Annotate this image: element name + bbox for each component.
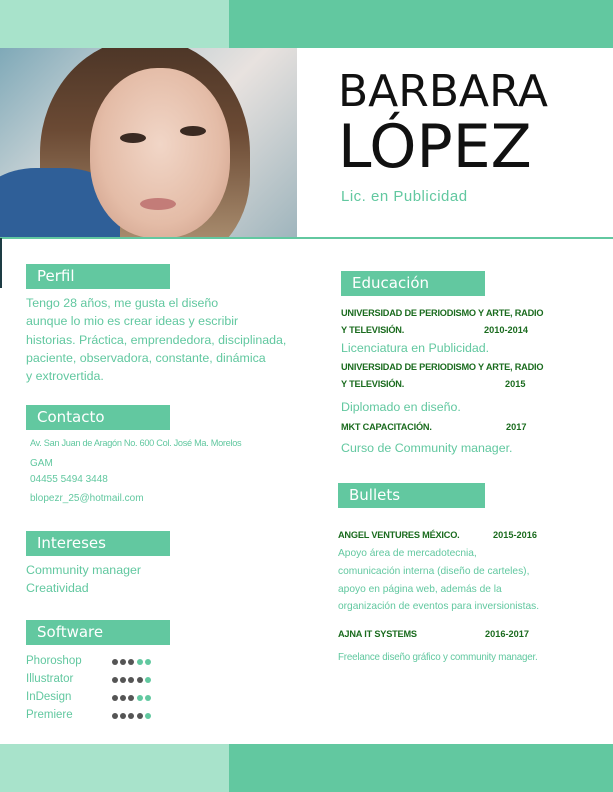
section-heading-bullets: Bullets	[338, 483, 485, 508]
edu-degree: Licenciatura en Publicidad.	[341, 341, 490, 355]
interest-item: Creatividad	[26, 581, 89, 595]
skill-dot	[120, 677, 126, 683]
bottom-bar-light	[0, 744, 229, 792]
perfil-line: historias. Práctica, emprendedora, disciplinada,	[26, 332, 287, 347]
header-divider	[0, 237, 613, 239]
bottom-bar-dark	[229, 744, 613, 792]
perfil-text	[26, 294, 286, 385]
software-name: Illustrator	[26, 673, 74, 685]
skill-level-dots	[112, 659, 151, 665]
skill-level-dots	[112, 713, 151, 719]
profile-photo	[0, 48, 297, 238]
job-title: Lic. en Publicidad	[341, 188, 468, 205]
top-bar-dark	[229, 0, 613, 48]
skill-dot	[145, 713, 151, 719]
skill-dot	[112, 677, 118, 683]
job-years: 2015-2016	[493, 530, 537, 540]
left-accent-mark	[0, 238, 2, 288]
contact-address: Av. San Juan de Aragón No. 600 Col. José Ma. Morelos	[30, 438, 242, 448]
skill-dot	[137, 695, 143, 701]
skill-dot	[128, 659, 134, 665]
skill-dot	[145, 677, 151, 683]
skill-dot	[120, 659, 126, 665]
job-line: Apoyo área de mercadotecnia,	[338, 548, 477, 559]
section-heading-educacion: Educación	[341, 271, 485, 296]
job-line: organización de eventos para inversionistas.	[338, 601, 540, 613]
software-name: Phoroshop	[26, 655, 82, 667]
skill-dot	[145, 695, 151, 701]
edu-school: Y TELEVISIÓN.	[341, 379, 405, 389]
perfil-line: paciente, observadora, constante, dinámica	[26, 350, 266, 365]
edu-school: Y TELEVISIÓN.	[341, 325, 405, 335]
contact-city: GAM	[30, 458, 53, 469]
skill-level-dots	[112, 695, 151, 701]
job-years: 2016-2017	[485, 629, 529, 639]
software-name: InDesign	[26, 691, 72, 703]
job-description: Freelance diseño gráfico y community manager.	[338, 652, 538, 663]
skill-dot	[128, 695, 134, 701]
skill-dot	[112, 695, 118, 701]
job-company: AJNA IT SYSTEMS	[338, 629, 417, 639]
section-heading-intereses: Intereses	[26, 531, 170, 556]
section-heading-software: Software	[26, 620, 170, 645]
job-description	[338, 545, 539, 616]
last-name: LÓPEZ	[338, 112, 532, 182]
contact-email[interactable]: blopezr_25@hotmail.com	[30, 493, 144, 504]
perfil-line: aunque lo mio es crear ideas y escribir	[26, 314, 239, 329]
skill-dot	[137, 677, 143, 683]
skill-dot	[128, 677, 134, 683]
edu-years: 2010-2014	[484, 325, 528, 335]
skill-dot	[120, 713, 126, 719]
edu-school: UNIVERSIDAD DE PERIODISMO Y ARTE, RADIO	[341, 308, 544, 318]
perfil-line: y extrovertida.	[26, 369, 104, 384]
skill-dot	[120, 695, 126, 701]
job-line: comunicación interna (diseño de carteles),	[338, 565, 530, 577]
skill-dot	[145, 659, 151, 665]
section-heading-perfil: Perfil	[26, 264, 170, 289]
edu-school: UNIVERSIDAD DE PERIODISMO Y ARTE, RADIO	[341, 362, 544, 372]
skill-level-dots	[112, 677, 151, 683]
skill-dot	[137, 659, 143, 665]
job-company: ANGEL VENTURES MÉXICO.	[338, 530, 460, 540]
skill-dot	[137, 713, 143, 719]
top-bar-light	[0, 0, 229, 48]
skill-dot	[112, 713, 118, 719]
job-line: apoyo en página web, además de la	[338, 583, 502, 595]
skill-dot	[128, 713, 134, 719]
first-name: BARBARA	[338, 66, 549, 117]
contact-phone: 04455 5494 3448	[30, 474, 108, 485]
section-heading-contacto: Contacto	[26, 405, 170, 430]
edu-school: MKT CAPACITACIÓN.	[341, 422, 432, 432]
perfil-line: Tengo 28 años, me gusta el diseño	[26, 296, 219, 310]
edu-years: 2017	[506, 422, 527, 432]
interest-item: Community manager	[26, 563, 142, 577]
edu-degree: Curso de Community manager.	[341, 441, 513, 455]
skill-dot	[112, 659, 118, 665]
edu-years: 2015	[505, 379, 526, 389]
edu-degree: Diplomado en diseño.	[341, 400, 461, 414]
software-name: Premiere	[26, 709, 73, 721]
